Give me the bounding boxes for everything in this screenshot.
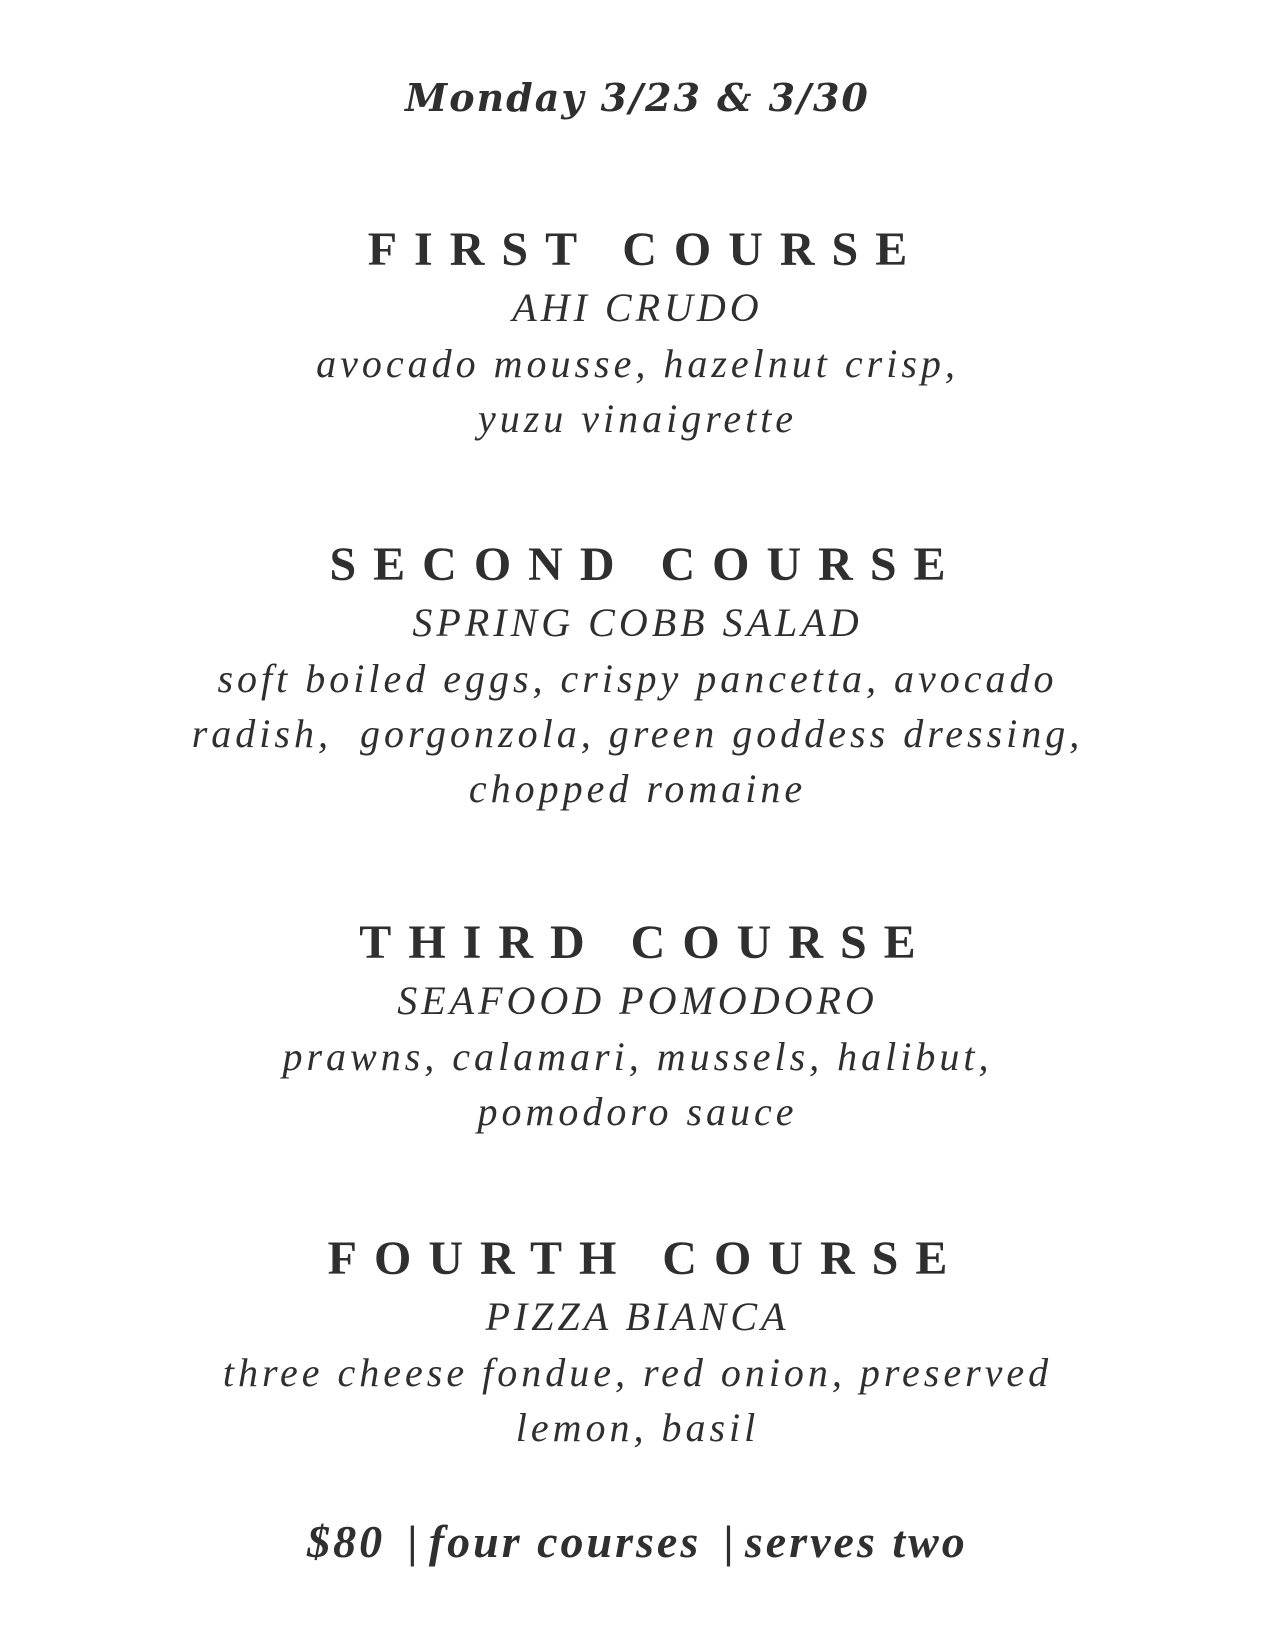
- courses-count-text: four courses: [428, 1516, 702, 1567]
- dish-description-line: yuzu vinaigrette: [477, 396, 798, 441]
- dish-description-line: chopped romaine: [468, 766, 807, 811]
- course-first: [0, 222, 1275, 446]
- course-heading: FIRST COURSE: [367, 223, 925, 276]
- serves-text: serves two: [744, 1516, 968, 1567]
- dish-description-line: pomodoro sauce: [477, 1089, 798, 1134]
- dish-description-line: three cheese fondue, red onion, preserved: [222, 1350, 1053, 1395]
- price: $80: [307, 1516, 386, 1567]
- dish-description-line: soft boiled eggs, crispy pancetta, avocado: [217, 656, 1058, 701]
- separator: |: [723, 1516, 737, 1567]
- course-fourth: [0, 1231, 1275, 1455]
- dish-description-line: radish, gorgonzola, green goddess dressing,: [191, 711, 1084, 756]
- dish-description-line: avocado mousse, hazelnut crisp,: [316, 341, 959, 386]
- course-heading: THIRD COURSE: [359, 916, 933, 969]
- price-footer: [0, 1514, 1275, 1570]
- course-second: [0, 537, 1275, 816]
- dish-name: PIZZA BIANCA: [485, 1294, 790, 1339]
- separator: |: [407, 1516, 421, 1567]
- menu-date: Monday 3/23 & 3/30: [405, 75, 870, 120]
- dish-description-line: prawns, calamari, mussels, halibut,: [282, 1034, 993, 1079]
- dish-description-line: lemon, basil: [515, 1405, 760, 1450]
- course-heading: SECOND COURSE: [329, 538, 963, 591]
- course-third: [0, 915, 1275, 1139]
- dish-name: SEAFOOD POMODORO: [397, 978, 878, 1023]
- dish-name: AHI CRUDO: [512, 285, 763, 330]
- course-heading: FOURTH COURSE: [327, 1232, 965, 1285]
- dish-name: SPRING COBB SALAD: [412, 600, 863, 645]
